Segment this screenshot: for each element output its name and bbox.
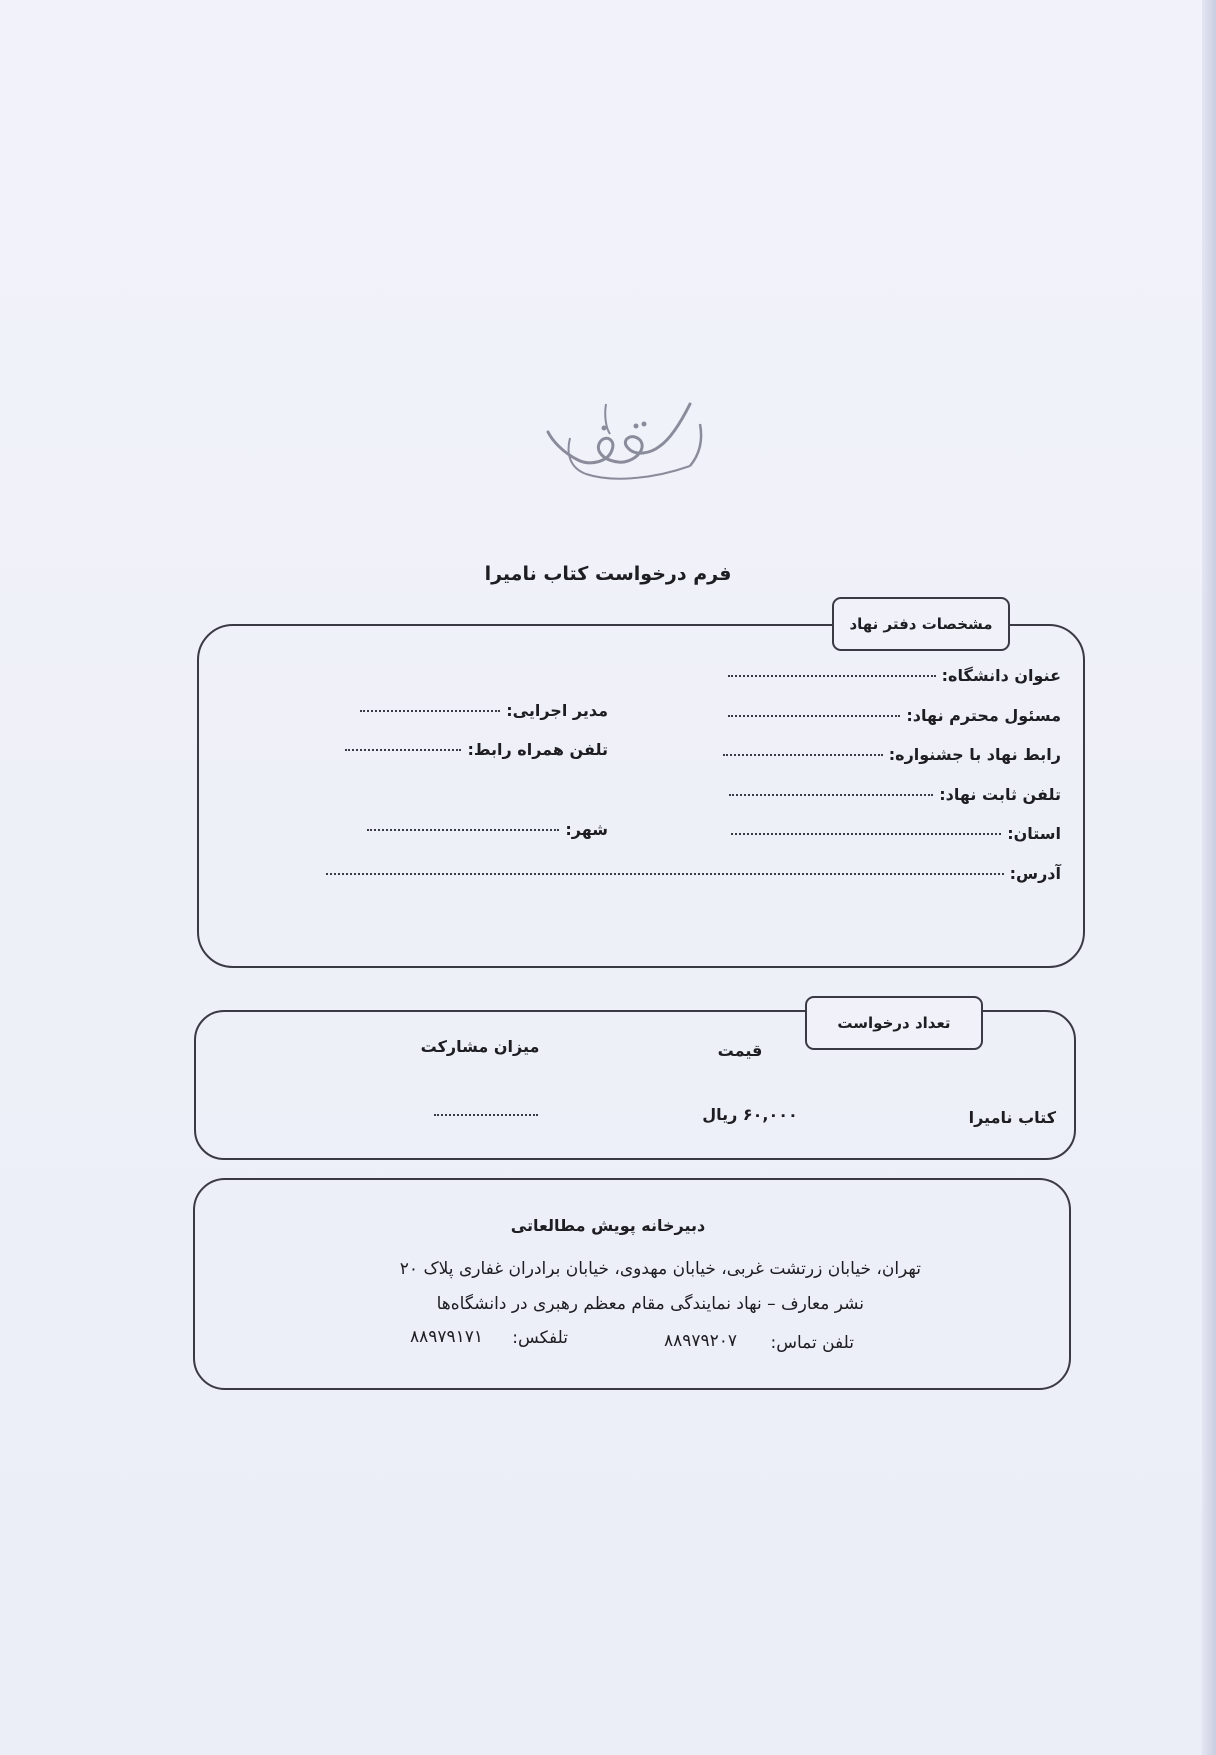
address-field[interactable] — [326, 864, 1061, 883]
request-tab: تعداد درخواست — [805, 996, 983, 1050]
price-value: ۶۰,۰۰۰ ریال — [702, 1105, 798, 1124]
participation-header: میزان مشارکت — [420, 1037, 540, 1056]
province-label: استان: — [1007, 824, 1061, 843]
address-blank[interactable] — [326, 872, 1004, 875]
form-title: فرم درخواست کتاب نامیرا — [484, 563, 732, 585]
university-title-field[interactable] — [728, 666, 1061, 685]
org-details-tab: مشخصات دفتر نهاد — [832, 597, 1010, 651]
institution-head-field[interactable] — [728, 706, 1061, 725]
participation-blank[interactable] — [434, 1113, 538, 1116]
liaison-mobile-blank[interactable] — [345, 748, 461, 751]
calligraphy-logo — [540, 384, 710, 494]
executive-manager-blank[interactable] — [360, 709, 500, 712]
executive-manager-label: مدیر اجرایی: — [506, 701, 608, 720]
festival-liaison-blank[interactable] — [723, 753, 883, 756]
university-title-blank[interactable] — [728, 674, 936, 677]
paper-edge — [1202, 0, 1216, 1755]
fax-value: ۸۸۹۷۹۱۷۱ — [410, 1327, 484, 1347]
secretariat-address: تهران، خیابان زرتشت غربی، خیابان مهدوی، خیابان برادران غفاری پلاک ۲۰ — [399, 1259, 921, 1279]
city-blank[interactable] — [367, 828, 559, 831]
institution-phone-blank[interactable] — [729, 793, 933, 796]
item-label: کتاب نامیرا — [968, 1108, 1056, 1127]
executive-manager-field[interactable] — [360, 701, 608, 720]
secretariat-name: دبیرخانه پویش مطالعاتی — [510, 1216, 706, 1235]
secretariat-box — [193, 1178, 1071, 1390]
liaison-mobile-field[interactable] — [345, 740, 608, 759]
university-title-label: عنوان دانشگاه: — [941, 666, 1061, 685]
phone-label: تلفن تماس: — [770, 1333, 854, 1353]
institution-phone-label: تلفن ثابت نهاد: — [939, 785, 1061, 804]
liaison-mobile-label: تلفن همراه رابط: — [467, 740, 608, 759]
province-field[interactable] — [731, 824, 1061, 843]
institution-head-blank[interactable] — [728, 714, 900, 717]
fax-label: تلفکس: — [512, 1328, 568, 1348]
institution-head-label: مسئول محترم نهاد: — [906, 706, 1061, 725]
province-blank[interactable] — [731, 832, 1001, 835]
festival-liaison-label: رابط نهاد با جشنواره: — [888, 745, 1061, 764]
secretariat-publisher: نشر معارف – نهاد نمایندگی مقام معظم رهبری در دانشگاه‌ها — [436, 1294, 864, 1314]
phone-value: ۸۸۹۷۹۲۰۷ — [664, 1331, 738, 1351]
city-field[interactable] — [367, 820, 608, 839]
city-label: شهر: — [565, 820, 608, 839]
institution-phone-field[interactable] — [729, 785, 1061, 804]
address-label: آدرس: — [1009, 864, 1061, 883]
festival-liaison-field[interactable] — [723, 745, 1061, 764]
price-header: قیمت — [717, 1041, 763, 1060]
